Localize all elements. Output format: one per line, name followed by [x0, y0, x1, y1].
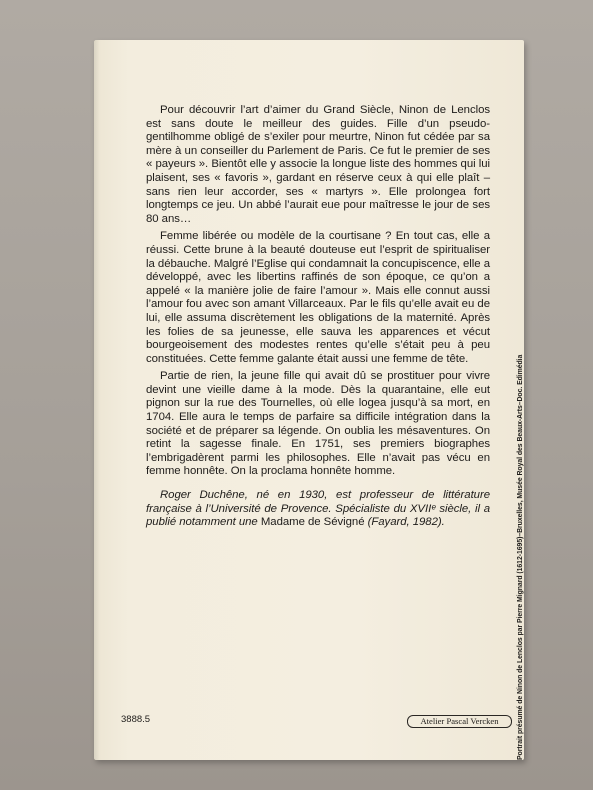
blurb-paragraph-1: Pour découvrir l’art d’aimer du Grand Siècle, Ninon de Lenclos est sans doute le meilleur des guides. Fille d’un pseudo-gentilhomme obligé de s’exiler pour meurtre, Ninon fut cédée par sa mère à un conseiller du Parlement de Paris. Ce fut le premier de ses « payeurs ». Bientôt elle y associe la longue liste des hommes qui lui plaisent, ses « favoris », gardant en réserve ceux à qui elle plaît – sans rien leur accorder, ses « martyrs ». Elle prolongea fort longtemps ce jeu. Un abbé l’aurait eue pour maîtresse le jour de ses 80 ans…: [146, 104, 490, 225]
blurb-paragraph-3: Partie de rien, la jeune fille qui avait dû se prostituer pour vivre devint une vieille dame à la mode. Dès la quarantaine, elle eut pignon sur la rue des Tournelles, où elle logea jusqu’à sa mort, en 1704. Elle aura le temps de parfaire sa difficile intégration dans la société et de préparer sa légende. On oublia les mésaventures. On retint la sagesse finale. En 1751, ses premiers biographes l’embrigadèrent parmi les philosophes. Elle n’avait pas vécu en femme honnête. On la proclama honnête homme.: [146, 370, 490, 478]
portrait-credit: Portrait présumé de Ninon de Lenclos par Pierre Mignard (1612-1695)–Bruxelles, Musée Royal des Beaux-Arts–Doc. Edimédia: [517, 354, 524, 760]
book-back-cover: [94, 40, 524, 760]
author-note-tail: (Fayard, 1982).: [367, 516, 445, 529]
catalog-code: 3888.5: [121, 714, 151, 725]
author-note-book-title: Madame de Sévigné: [260, 516, 365, 529]
author-note: [146, 489, 490, 530]
studio-logo: Atelier Pascal Vercken: [407, 715, 512, 728]
author-note-lead: Roger Duchêne, né en 1930, est professeur de littérature française à l’Université de Provence. Spécialiste du XVIIᵉ siècle, il a publié notamment une: [146, 489, 490, 529]
spine-shadow: [94, 40, 100, 760]
back-cover-blurb: [146, 104, 490, 530]
blurb-paragraph-2: Femme libérée ou modèle de la courtisane ? En tout cas, elle a réussi. Cette brune à la beauté douteuse eut l’esprit de spiritualiser la débauche. Malgré l’Eglise qui condamnait la concupiscence, elle a développé, avec les libertins raffinés de son époque, ce qu’on a appelé « la manière jolie de faire l’amour ». Mais elle connut aussi l’amour fou avec son amant Villarceaux. Par le fils qu’elle avait eu de lui, elle assuma discrètement les obligations de la maternité. Après les folies de sa jeunesse, elle sauva les apparences et vécut bourgeoisement des modestes rentes qu’elle s’était peu à peu constituées. Cette femme galante était aussi une femme de tête.: [146, 230, 490, 365]
